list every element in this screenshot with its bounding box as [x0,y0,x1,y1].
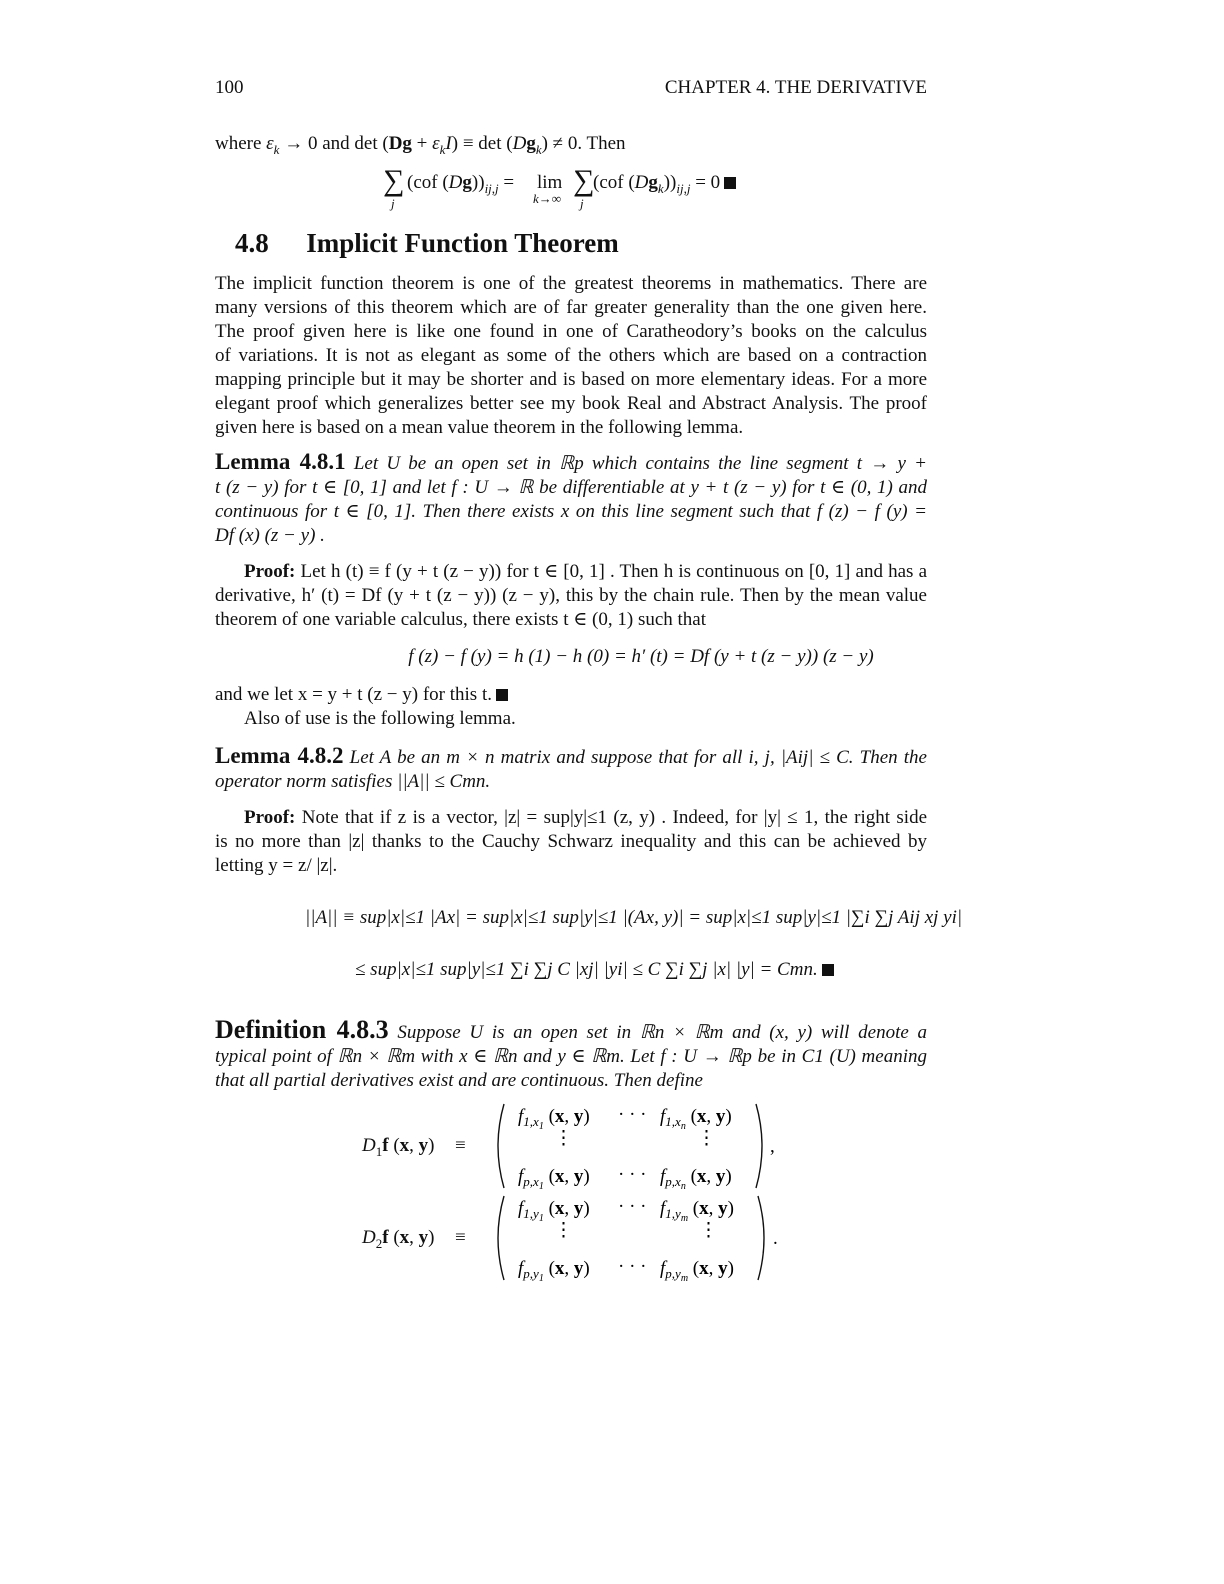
qed-square [496,689,508,701]
matrix-vdots: ⋮ [554,1220,573,1241]
definition-text: Suppose U is an open set in ℝn × ℝm and (x, y) will denote a [397,1022,927,1043]
matrix-vdots: ⋮ [554,1128,573,1149]
proof-text: and we let x = y + t (z − y) for this t. [215,684,492,705]
lemma-label: Lemma 4.8.1 [215,449,346,474]
d2-matrix [490,1192,790,1284]
norm-equation-row-1: ||A|| ≡ sup|x|≤1 |Ax| = sup|x|≤1 sup|y|≤1 |(Ax, y)| = sup|x|≤1 sup|y|≤1 |∑i ∑j Aij xj yi| [305,907,963,928]
proof-conclusion [215,683,508,707]
matrix-entry: $f_{1,x}1$ (x, y) [518,1106,590,1132]
definition-text: typical point of ℝn × ℝm with x ∈ ℝn and y ∈ ℝm. Let f : U → ℝp be in C1 (U) meaning [215,1046,927,1067]
matrix-ellipsis: · · · [618,1164,647,1185]
matrix-entry: $f_{1,y}1$ (x, y) [518,1198,590,1224]
equiv-symbol: ≡ [455,1135,466,1156]
section-heading [235,228,619,259]
lemma-text: Let U be an open set in ℝp which contains the line segment t → y + [353,453,927,474]
paragraph-line: many versions of this theorem which are of far greater generality than the one given here. [215,297,927,318]
matrix-vdots: ⋮ [697,1128,716,1149]
intro-line [215,132,626,162]
paragraph-line: mapping principle but it may be shorter and is based on more elementary ideas. For a more [215,369,927,390]
comma: , [770,1136,775,1157]
right-paren [758,1196,764,1280]
matrix-ellipsis: · · · [618,1104,647,1125]
paragraph-line: given here is based on a mean value theorem in the following lemma. [215,417,744,438]
proof-lemma-4-8-1 [215,560,927,632]
cofactor-equation: ∑ j (cof $(Dg))_{ij,j}$ = lim k→∞ ∑ j (cof $(Dg_k))_{ij,j} = 0$ [383,166,763,212]
period: . [773,1228,778,1249]
page-number: 100 [215,77,244,98]
proof-text: theorem of one variable calculus, there exists t ∈ (0, 1) such that [215,609,707,630]
matrix-entry: $f_{1,x}n$ (x, y) [660,1106,732,1132]
matrix-entry: $f_{1,y}m$ (x, y) [660,1198,734,1224]
right-paren [756,1104,762,1188]
d1-lhs: $D_1f$ (x, y) [362,1135,435,1159]
d1-matrix [490,1100,790,1192]
definition-4-8-3 [215,1015,927,1093]
lemma-4-8-1 [215,450,927,548]
paragraph-line: of variations. It is not as elegant as some of the others which are based on a contraction [215,345,927,366]
section-number: 4.8 [235,228,269,258]
intro-text: where $\varepsilon_k \to 0$ and $\det (Dg + \varepsilon_kI) \equiv \det (Dg_k) \ne 0$. Then [215,133,626,157]
paragraph-line: The implicit function theorem is one of the greatest theorems in mathematics. There are [215,273,927,294]
proof-text: is no more than |z| thanks to the Cauchy Schwarz inequality and this can be achieved by [215,831,927,852]
equiv-symbol: ≡ [455,1227,466,1248]
proof-lemma-4-8-2 [215,806,927,878]
intro-paragraph [215,272,927,440]
matrix-vdots: ⋮ [699,1220,718,1241]
lemma-text: continuous for t ∈ [0, 1]. Then there exists x on this line segment such that f (z) − f (y) = [215,501,927,522]
transition-text: Also of use is the following lemma. [244,708,516,729]
left-paren [498,1196,504,1280]
proof-text: Note that if z is a vector, |z| = sup|y|≤1 (z, y) . Indeed, for |y| ≤ 1, the right side [301,807,928,828]
lemma-label: Lemma 4.8.2 [215,743,344,768]
paragraph-line: elegant proof which generalizes better see my book Real and Abstract Analysis. The proof [215,393,927,414]
proof-label: Proof: [244,807,296,828]
lemma-text: Let A be an m × n matrix and suppose that for all i, j, |Aij| ≤ C. Then the [349,747,927,768]
paragraph-line: The proof given here is like one found in one of Caratheodory’s books on the calculus [215,321,927,342]
proof-text: Let h (t) ≡ f (y + t (z − y)) for t ∈ [0, 1] . Then h is continuous on [0, 1] and has a [300,561,928,582]
lemma-text: Df (x) (z − y) . [215,525,325,546]
section-title: Implicit Function Theorem [306,228,619,258]
left-paren [498,1104,504,1188]
qed-square [724,177,736,189]
proof-text: derivative, h′ (t) = Df (y + t (z − y)) (z − y), this by the chain rule. Then by the mean value [215,585,927,606]
matrix-ellipsis: · · · [618,1256,647,1277]
matrix-entry: $f_{p,y}1$ (x, y) [518,1258,590,1284]
equation-text: ≤ sup|x|≤1 sup|y|≤1 ∑i ∑j C |xj| |yi| ≤ C ∑i ∑j |x| |y| = Cmn. [355,959,818,980]
matrix-entry: $f_{p,y}m$ (x, y) [660,1258,734,1284]
mean-value-equation: f (z) − f (y) = h (1) − h (0) = h′ (t) = Df (y + t (z − y)) (z − y) [408,646,874,667]
chapter-title: CHAPTER 4. THE DERIVATIVE [664,77,927,98]
lemma-text: operator norm satisfies ||A|| ≤ Cmn. [215,771,491,792]
definition-label: Definition 4.8.3 [215,1015,389,1044]
matrix-entry: $f_{p,x}n$ (x, y) [660,1166,732,1192]
matrix-ellipsis: · · · [618,1196,647,1217]
lemma-4-8-2 [215,744,927,794]
proof-label: Proof: [244,561,296,582]
qed-square [822,964,834,976]
d2-lhs: $D_2f$ (x, y) [362,1227,435,1251]
definition-text: that all partial derivatives exist and are continuous. Then define [215,1070,703,1091]
lemma-text: t (z − y) for t ∈ [0, 1] and let f : U → ℝ be differentiable at y + t (z − y) for t ∈ (0, 1) and [215,477,927,498]
norm-equation-row-2 [355,958,915,982]
matrix-entry: $f_{p,x}1$ (x, y) [518,1166,590,1192]
proof-text: letting y = z/ |z|. [215,855,338,876]
